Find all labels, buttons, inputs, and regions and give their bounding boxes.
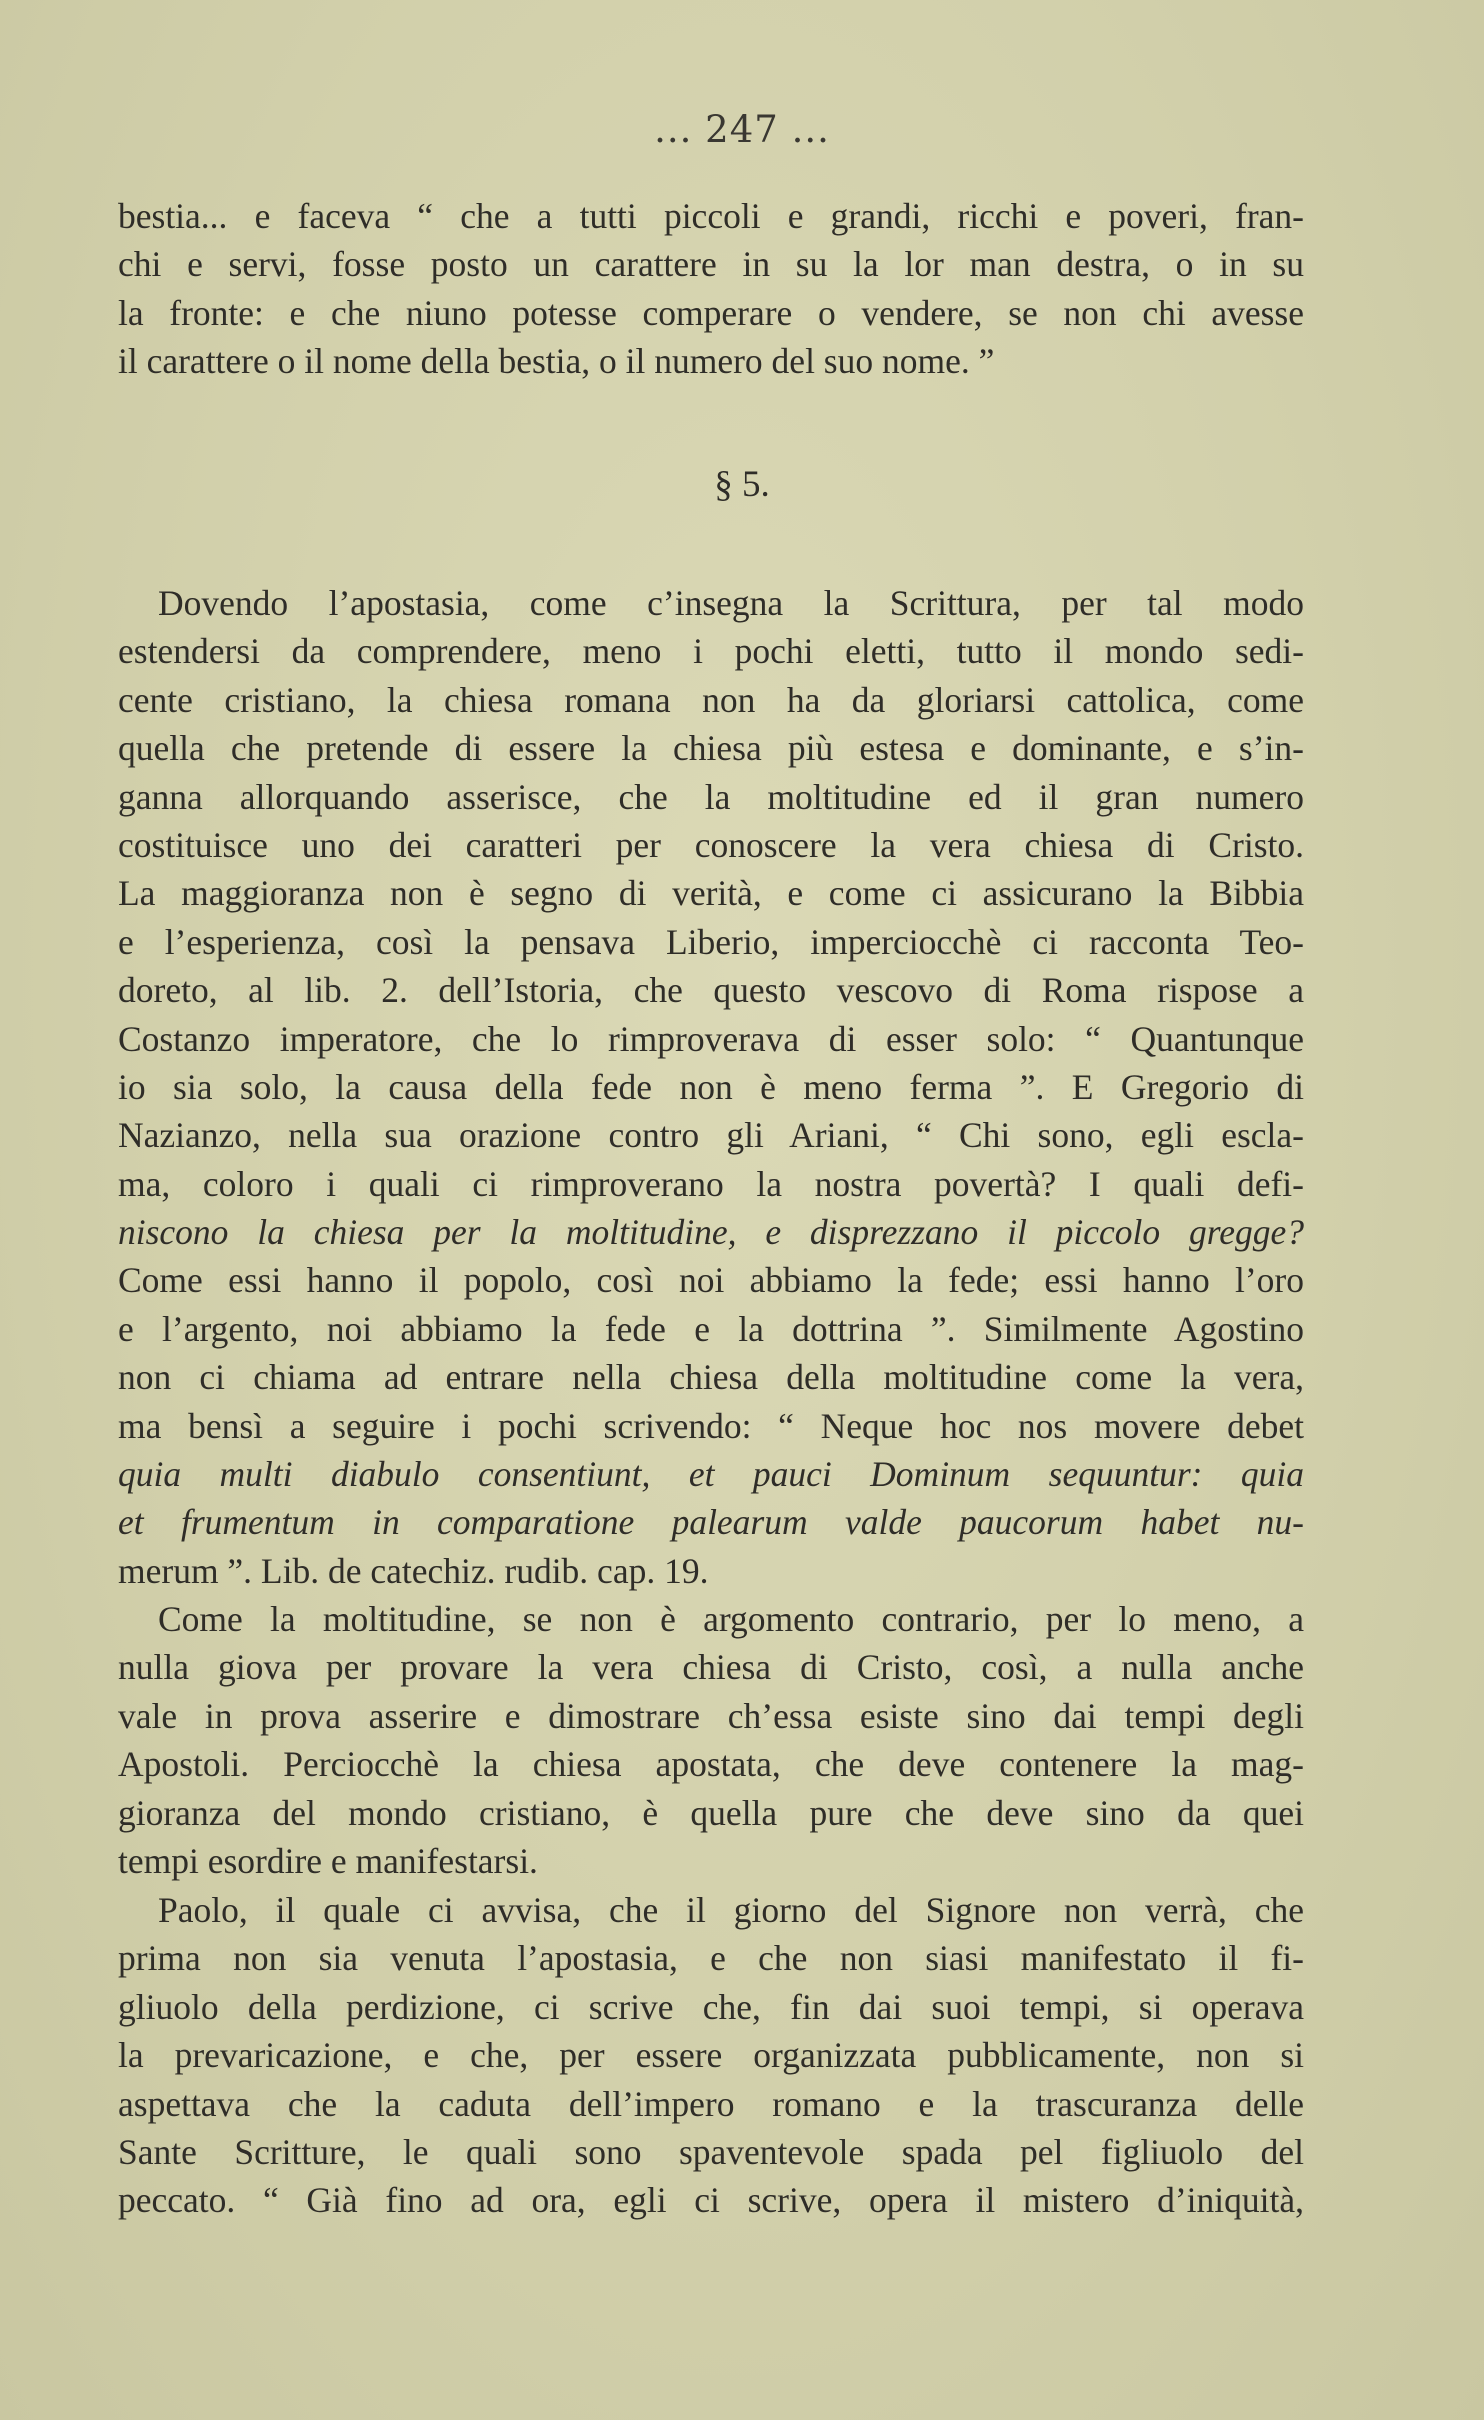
text-line: Come la moltitudine, se non è argomento contrario, per lo meno, a (158, 1599, 1304, 1639)
text-line: Costanzo imperatore, che lo rimproverava di esser solo: “ Quantunque (118, 1018, 1304, 1059)
page-number: ... 247 ... (654, 108, 830, 151)
paragraph-1 (118, 579, 1304, 1595)
text-line: il carattere o il nome della bestia, o il numero del suo nome. ” (118, 341, 995, 382)
text-line: Come essi hanno il popolo, così noi abbiamo la fede; essi hanno l’oro (118, 1260, 1304, 1301)
text-line: estendersi da comprendere, meno i pochi eletti, tutto il mondo sedi- (118, 631, 1304, 672)
text-line: et frumentum in comparatione palearum valde paucorum habet nu- (118, 1502, 1304, 1543)
text-line: quella che pretende di essere la chiesa più estesa e dominante, e s’in- (118, 728, 1304, 769)
text-line: non ci chiama ad entrare nella chiesa della moltitudine come la vera, (118, 1357, 1304, 1398)
text-line: io sia solo, la causa della fede non è meno ferma ”. E Gregorio di (118, 1066, 1304, 1107)
text-line: ma bensì a seguire i pochi scrivendo: “ Neque hoc nos movere debet (118, 1405, 1304, 1446)
text-line: vale in prova asserire e dimostrare ch’essa esiste sino dai tempi degli (118, 1695, 1304, 1736)
text-line: doreto, al lib. 2. dell’Istoria, che questo vescovo di Roma rispose a (118, 970, 1304, 1011)
text-line: quia multi diabulo consentiunt, et pauci Dominum sequuntur: quia (118, 1454, 1304, 1495)
paragraph-2 (118, 1595, 1304, 1885)
text-line: gioranza del mondo cristiano, è quella pure che deve sino da quei (118, 1792, 1304, 1833)
text-line: aspettava che la caduta dell’impero romano e la trascuranza delle (118, 2083, 1304, 2124)
text-line: Sante Scritture, le quali sono spaventevole spada pel figliuolo del (118, 2131, 1304, 2172)
text-line: ma, coloro i quali ci rimproverano la nostra povertà? I quali defi- (118, 1163, 1304, 1204)
text-line: La maggioranza non è segno di verità, e come ci assicurano la Bibbia (118, 873, 1304, 914)
text-line: Paolo, il quale ci avvisa, che il giorno del Signore non verrà, che (158, 1890, 1304, 1930)
text-line: chi e servi, fosse posto un carattere in su la lor man destra, o in su (118, 244, 1304, 285)
text-line: Apostoli. Perciocchè la chiesa apostata, che deve contenere la mag- (118, 1744, 1304, 1785)
text-line: la prevaricazione, e che, per essere organizzata pubblicamente, non si (118, 2035, 1304, 2076)
text-line: ganna allorquando asserisce, che la moltitudine ed il gran numero (118, 776, 1304, 817)
text-line: e l’esperienza, così la pensava Liberio, imperciocchè ci racconta Teo- (118, 921, 1304, 962)
text-line: peccato. “ Già fino ad ora, egli ci scrive, opera il mistero d’iniquità, (118, 2180, 1304, 2221)
text-line: niscono la chiesa per la moltitudine, e disprezzano il piccolo gregge? (118, 1212, 1304, 1253)
text-line: tempi esordire e manifestarsi. (118, 1840, 538, 1881)
text-line: costituisce uno dei caratteri per conoscere la vera chiesa di Cristo. (118, 824, 1304, 865)
text-line: nulla giova per provare la vera chiesa di Cristo, così, a nulla anche (118, 1647, 1304, 1688)
text-line: gliuolo della perdizione, ci scrive che, fin dai suoi tempi, si operava (118, 1986, 1304, 2027)
text-line: la fronte: e che niuno potesse comperare o vendere, se non chi avesse (118, 292, 1304, 333)
text-line: cente cristiano, la chiesa romana non ha da gloriarsi cattolica, come (118, 679, 1304, 720)
text-line: bestia... e faceva “ che a tutti piccoli e grandi, ricchi e poveri, fran- (118, 196, 1304, 236)
section-heading: § 5. (714, 464, 770, 505)
text-line: Nazianzo, nella sua orazione contro gli Ariani, “ Chi sono, egli escla- (118, 1115, 1304, 1156)
text-line: e l’argento, noi abbiamo la fede e la dottrina ”. Similmente Agostino (118, 1308, 1304, 1349)
text-line: merum ”. Lib. de catechiz. rudib. cap. 19. (118, 1550, 709, 1591)
text-line: Dovendo l’apostasia, come c’insegna la Scrittura, per tal modo (158, 583, 1304, 623)
paragraph-3 (118, 1886, 1304, 2225)
intro-paragraph (118, 192, 1304, 386)
text-line: prima non sia venuta l’apostasia, e che non siasi manifestato il fi- (118, 1938, 1304, 1979)
